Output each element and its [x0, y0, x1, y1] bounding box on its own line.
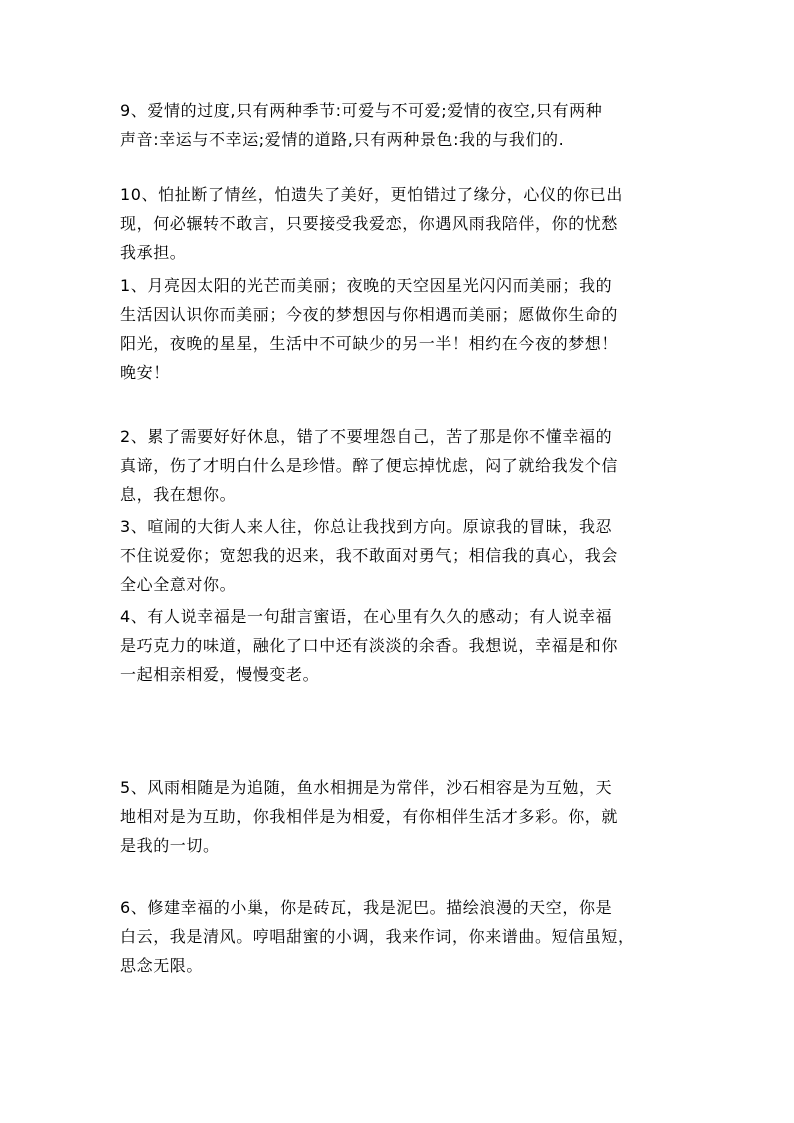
paragraph-line: 1、月亮因太阳的光芒而美丽；夜晚的天空因星光闪闪而美丽；我的: [120, 276, 613, 295]
paragraph-line: 思念无限。: [120, 956, 204, 975]
paragraph-line: 地相对是为互助，你我相伴是为相爱，有你相伴生活才多彩。你，就: [120, 807, 619, 826]
paragraph-line: 我承担。: [120, 243, 187, 262]
paragraph-line: 晚安！: [120, 363, 170, 382]
paragraph-6: [120, 893, 680, 980]
paragraph-line: 10、怕扯断了情丝，怕遗失了美好，更怕错过了缘分，心仪的你已出: [120, 185, 623, 204]
paragraph-line: 9、爱情的过度,只有两种季节:可爱与不可爱;爱情的夜空,只有两种: [120, 101, 603, 120]
paragraph-10: [120, 180, 680, 267]
paragraph-line: 声音:幸运与不幸运;爱情的道路,只有两种景色:我的与我们的.: [120, 130, 565, 149]
paragraph-line: 4、有人说幸福是一句甜言蜜语，在心里有久久的感动；有人说幸福: [120, 607, 613, 626]
paragraph-line: 不住说爱你；宽恕我的迟来，我不敢面对勇气；相信我的真心，我会: [120, 546, 619, 565]
paragraph-line: 生活因认识你而美丽；今夜的梦想因与你相遇而美丽；愿做你生命的: [120, 305, 619, 324]
paragraph-5: [120, 773, 680, 860]
paragraph-line: 是我的一切。: [120, 836, 220, 855]
paragraph-line: 阳光，夜晚的星星，生活中不可缺少的另一半！相约在今夜的梦想！: [120, 334, 619, 353]
paragraph-4: [120, 602, 680, 689]
paragraph-line: 是巧克力的味道，融化了口中还有淡淡的余香。我想说，幸福是和你: [120, 636, 619, 655]
paragraph-line: 真谛，伤了才明白什么是珍惜。醉了便忘掉忧虑，闷了就给我发个信: [120, 456, 619, 475]
paragraph-line: 全心全意对你。: [120, 575, 237, 594]
paragraph-line: 一起相亲相爱，慢慢变老。: [120, 665, 320, 684]
paragraph-line: 2、累了需要好好休息，错了不要埋怨自己，苦了那是你不懂幸福的: [120, 427, 613, 446]
paragraph-3: [120, 512, 680, 599]
paragraph-line: 息，我在想你。: [120, 485, 237, 504]
paragraph-2: [120, 422, 680, 509]
paragraph-line: 白云，我是清风。哼唱甜蜜的小调，我来作词，你来谱曲。短信虽短，: [120, 927, 635, 946]
paragraph-line: 6、修建幸福的小巢，你是砖瓦，我是泥巴。描绘浪漫的天空，你是: [120, 898, 613, 917]
paragraph-9: [120, 96, 680, 154]
paragraph-1: [120, 271, 680, 387]
paragraph-line: 现，何必辗转不敢言，只要接受我爱恋，你遇风雨我陪伴，你的忧愁: [120, 214, 619, 233]
paragraph-line: 5、风雨相随是为追随，鱼水相拥是为常伴，沙石相容是为互勉，天: [120, 778, 613, 797]
paragraph-line: 3、喧闹的大街人来人往，你总让我找到方向。原谅我的冒昧，我忍: [120, 517, 613, 536]
